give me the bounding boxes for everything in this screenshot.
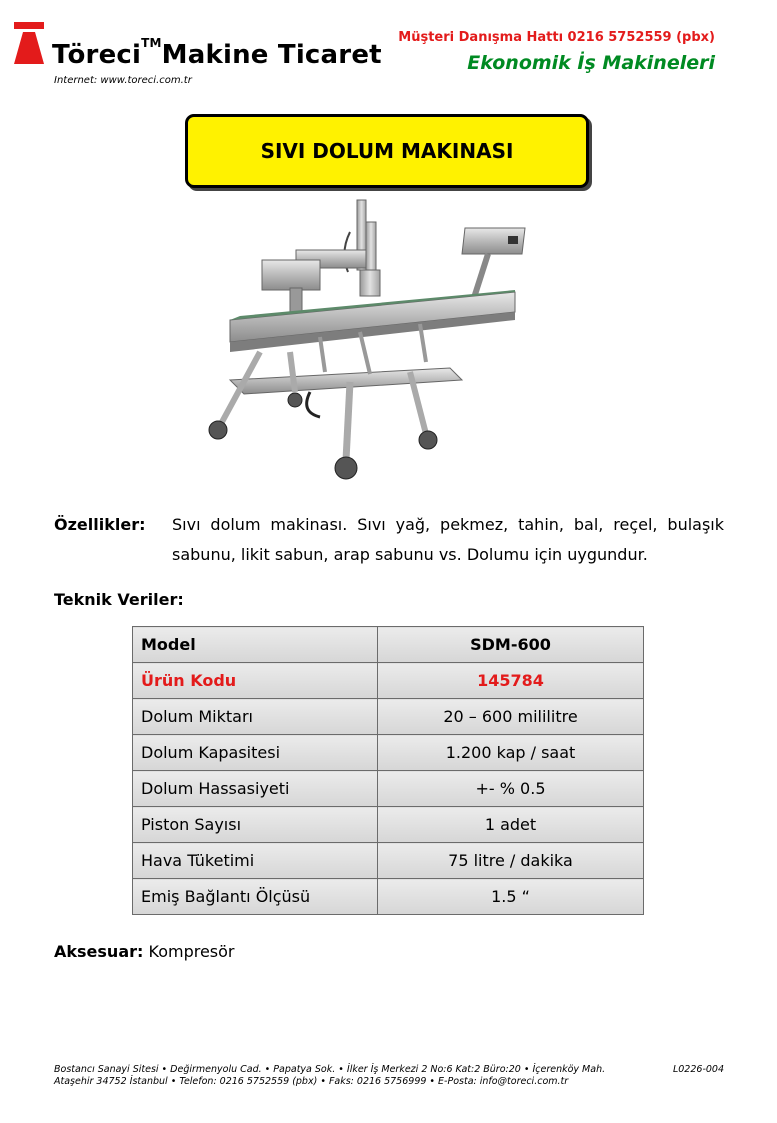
footer-line-2: Ataşehir 34752 İstanbul • Telefon: 0216 5752559 (pbx) • Faks: 0216 5756999 • E-Posta: info@toreci.com.tr: [54, 1076, 569, 1087]
specs-table: [132, 626, 644, 915]
brand-rest: Makine Ticaret: [161, 40, 382, 70]
hotline-text: Müşteri Danışma Hattı 0216 5752559 (pbx): [398, 30, 715, 45]
table-row: [133, 699, 644, 735]
table-row: [133, 879, 644, 915]
spec-label: Piston Sayısı: [133, 807, 378, 843]
table-row: [133, 735, 644, 771]
spec-label: Hava Tüketimi: [133, 843, 378, 879]
document-code: L0226-004: [672, 1064, 724, 1075]
table-row: [133, 663, 644, 699]
spec-label: Dolum Kapasitesi: [133, 735, 378, 771]
spec-label: Ürün Kodu: [133, 663, 378, 699]
website-text: Internet: www.toreci.com.tr: [54, 75, 192, 86]
machine-image: [200, 192, 530, 492]
trademark: TM: [141, 36, 162, 50]
table-row: [133, 627, 644, 663]
footer-address: [54, 1064, 724, 1088]
slogan-text: Ekonomik İş Makineleri: [467, 52, 715, 74]
footer-line-1: Bostancı Sanayi Sitesi • Değirmenyolu Cad. • Papatya Sok. • İlker İş Merkezi 2 No:6 Kat:2 Büro:20 • İçerenköy Mah.: [54, 1064, 606, 1075]
spec-value: 1.200 kap / saat: [378, 735, 644, 771]
brand-first: Töreci: [52, 40, 142, 70]
spec-value: SDM-600: [378, 627, 644, 663]
spec-label: Emiş Bağlantı Ölçüsü: [133, 879, 378, 915]
features-label: Özellikler:: [54, 515, 146, 534]
spec-value: 145784: [378, 663, 644, 699]
features-section: [54, 510, 724, 570]
table-row: [133, 771, 644, 807]
accessory-value: Kompresör: [148, 942, 235, 961]
accessory-line: [54, 942, 235, 961]
spec-label: Dolum Hassasiyeti: [133, 771, 378, 807]
features-text: Sıvı dolum makinası. Sıvı yağ, pekmez, tahin, bal, reçel, bulaşık sabunu, likit sabun, arap sabunu vs. Dolumu için uygundur.: [172, 515, 724, 564]
spec-value: 75 litre / dakika: [378, 843, 644, 879]
product-title: SIVI DOLUM MAKINASI: [185, 114, 589, 188]
spec-value: 1.5 “: [378, 879, 644, 915]
spec-value: 20 – 600 mililitre: [378, 699, 644, 735]
spec-label: Dolum Miktarı: [133, 699, 378, 735]
table-row: [133, 843, 644, 879]
tech-label: Teknik Veriler:: [54, 590, 184, 609]
spec-label: Model: [133, 627, 378, 663]
brand-name: [52, 36, 382, 70]
accessory-label: Aksesuar:: [54, 942, 144, 961]
table-row: [133, 807, 644, 843]
spec-value: +- % 0.5: [378, 771, 644, 807]
spec-value: 1 adet: [378, 807, 644, 843]
toreci-logo-icon: [14, 22, 44, 64]
